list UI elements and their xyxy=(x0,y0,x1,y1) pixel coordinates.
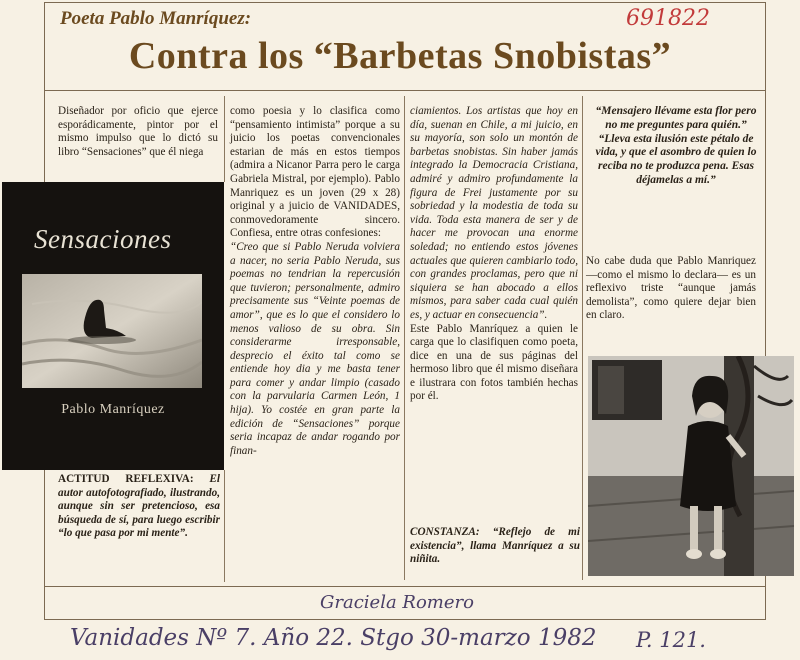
book-title: Sensaciones xyxy=(34,224,172,254)
column-rule-3 xyxy=(582,96,583,580)
caption-1-lead: ACTITUD REFLEXIVA: xyxy=(58,473,194,485)
column-rule-1 xyxy=(224,96,225,182)
footer-divider xyxy=(44,586,766,587)
caption-daughter-photo xyxy=(410,526,580,567)
archive-number: 691822 xyxy=(626,6,710,31)
column-1 xyxy=(58,105,218,159)
handwritten-page: P. 121. xyxy=(636,628,706,652)
article-headline: Contra los “Barbetas Snobistas” xyxy=(128,35,672,77)
column-2-text-b: “Creo que si Pablo Neruda volviera a nacer, no seria Pablo Neruda, sus poemas no tendrian la repercusión que tuvieron; personalmente, admiro precisamente sus “Veinte poemas de amor”, que es lo que el considero lo menos valioso de su obra. Sin considerarme irresponsable, desprecio el éxito tal como se entiende hoy dia y me basta tener para comer y andar limpio (casado con la parvularia Carmen León, 1 hija). Yo costée en gran parte la edición de “Sensaciones” porque seria incapaz de andar rogando por finan- xyxy=(230,240,400,457)
handwritten-signature: Graciela Romero xyxy=(320,592,474,613)
caption-1-body: El autor autofotografiado, ilustrando, aunque sin ser pretencioso, esa búsqueda de sí, para luego escribir “lo que pasa por mi mente”. xyxy=(58,473,220,540)
caption-2-body: “Reflejo de mi existencia”, llama Manríquez a su niñita. xyxy=(410,526,580,566)
handwritten-source: Vanidades Nº 7. Año 22. Stgo 30-marzo 1982 xyxy=(70,625,597,651)
column-3-text-a: ciamientos. Los artistas que hoy en día, suenan en Chile, a mi juicio, en su mayoría, son solo un montón de barbetas snobistas. Sin haber jamás integrado la Democracia Cristiana, admiré y admiro profundamente la figura de Frei justamente por su sobriedad y la modestia de toda su vida. Toda esta manera de ser y de hacer me provocan una enorme soledad; no entiendo estos jóvenes actuales que quieren cambiarlo todo, con grandes proclamas, pero que ni siquiera se han abocado a ellos mismos, para saber cada cual quién es, y actuar en consecuencia”. xyxy=(410,105,578,321)
book-cover-image xyxy=(2,182,224,470)
column-4 xyxy=(586,255,756,323)
column-3-text-b: Este Pablo Manríquez a quien le carga que lo clasifiquen como poeta, dice en una de sus páginas del hermoso libro que él mismo diseñara e ilustrara con fotos también hechas por él. xyxy=(410,322,578,403)
header-divider xyxy=(44,90,766,91)
caption-2-lead: CONSTANZA: xyxy=(410,526,480,538)
daughter-photo xyxy=(588,356,794,576)
column-rule-2 xyxy=(404,96,405,580)
caption-author-photo xyxy=(58,473,220,541)
article-kicker: Poeta Pablo Manríquez: xyxy=(60,8,252,29)
column-1-text: Diseñador por oficio que ejerce esporádicamente, pintor por el mismo impulso que lo dictó su libro “Sensaciones” que él niega xyxy=(58,105,218,158)
column-rule-1b xyxy=(224,470,225,582)
column-4-text: No cabe duda que Pablo Manriquez —como el mismo lo declara— es un reflexivo triste “aunque jamás demolista”, como quiere dejar bien en claro. xyxy=(586,255,756,322)
column-2 xyxy=(230,105,400,458)
column-3 xyxy=(410,105,578,404)
book-author: Pablo Manríquez xyxy=(61,402,165,417)
column-2-text-a: como poesia y lo clasifica como “pensamiento intimista” porque a su juicio los poetas convencionales estarian de más en estos tiempos (admira a Nicanor Parra pero le carga Gabriela Mistral, por ejemplo). Pablo Manriquez es un joven (29 x 28) original y a juicio de VANIDADES, conmovedoramente sincero. Confiesa, entre otras confesiones: xyxy=(230,105,400,240)
book-cover-photo xyxy=(22,274,202,388)
pull-quote: “Mensajero llévame esta flor pero no me preguntes para quién.” “Lleva esta ilusión este pétalo de vida, y que el asombro de quien lo reciba no te produzca pena. Esas déjamelas a mí.” xyxy=(595,105,757,186)
